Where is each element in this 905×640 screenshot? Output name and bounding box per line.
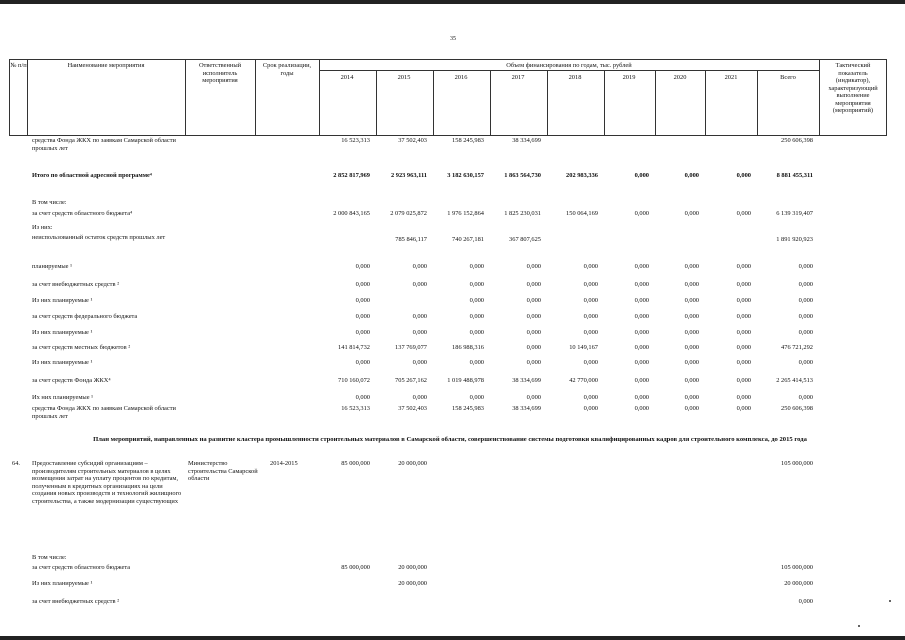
table-cell: 0,000 [412,394,427,401]
table-cell: 0,000 [634,172,649,179]
table-cell: 0,000 [412,263,427,270]
table-cell: 0,000 [798,394,813,401]
table-top-line [9,59,887,60]
row-label: за счет средств областного бюджета⁴ [32,210,133,217]
table-cell: 0,000 [634,377,649,384]
table-cell: 0,000 [684,394,699,401]
table-cell: 20 000,000 [398,580,427,587]
table-cell: 0,000 [583,263,598,270]
table-cell: 0,000 [736,344,751,351]
table-cell: 0,000 [736,263,751,270]
table-cell: 0,000 [736,359,751,366]
table-cell: 0,000 [634,263,649,270]
table-cell: 6 139 319,407 [776,210,813,217]
table-cell: 10 149,167 [569,344,598,351]
table-cell: 0,000 [583,329,598,336]
scan-speck [889,600,891,602]
table-cell: 0,000 [684,405,699,412]
table-cell: 250 606,398 [781,137,813,144]
table-cell: 0,000 [526,394,541,401]
col-line [255,59,256,136]
col-line [319,59,320,136]
header-year: 2019 [622,74,636,81]
table-cell: 16 523,313 [341,405,370,412]
row-label: Из них планируемые ¹ [32,580,93,587]
col-line [886,59,887,136]
row-label: Из них: [32,224,53,231]
table-cell: 0,000 [798,281,813,288]
table-cell: 0,000 [684,359,699,366]
table-cell: 710 160,072 [338,377,370,384]
item-64-number: 64. [12,460,20,467]
row-label: Из них планируемые ¹ [32,329,93,336]
header-year: 2018 [568,74,582,81]
header-bottom-line [9,135,887,136]
table-cell: 0,000 [526,297,541,304]
table-cell: 1 019 488,978 [447,377,484,384]
table-cell: 186 988,316 [452,344,484,351]
table-cell: 37 502,403 [398,405,427,412]
table-cell: 0,000 [634,281,649,288]
table-cell: 0,000 [684,377,699,384]
table-cell: 0,000 [798,313,813,320]
scan-bottom-border [0,636,905,640]
table-cell: 0,000 [684,344,699,351]
row-label: за счет средств местных бюджетов ² [32,344,131,351]
table-cell: 0,000 [736,394,751,401]
table-cell: 0,000 [469,281,484,288]
table-cell: 785 846,117 [395,236,427,243]
table-cell: 0,000 [684,263,699,270]
row-label: средства Фонда ЖКХ по заявкам Самарской области прошлых лет [32,405,176,420]
col-line [757,70,758,136]
header-name: Наименование мероприятия [67,62,145,69]
table-cell: 1 891 920,923 [776,236,813,243]
page-number: 35 [450,36,456,42]
table-cell: 0,000 [355,297,370,304]
table-cell: 0,000 [634,210,649,217]
table-cell: 0,000 [412,281,427,288]
header-year: 2017 [511,74,525,81]
row-label: Из них планируемые ¹ [32,297,93,304]
table-cell: 0,000 [469,313,484,320]
table-cell: 85 000,000 [341,460,370,467]
table-cell: 0,000 [798,263,813,270]
row-label: за счет внебюджетных средств ² [32,281,119,288]
header-year: 2015 [397,74,411,81]
table-cell: 85 000,000 [341,564,370,571]
table-cell: 476 721,292 [781,344,813,351]
table-cell: 141 814,732 [338,344,370,351]
table-cell: 0,000 [355,263,370,270]
table-cell: 0,000 [469,297,484,304]
section-title: План мероприятий, направленных на развитие кластера промышленности строительных материалов в Самарской области, совершенствование системы подготовки квалифицированных кадров для строительного комплекса, до 2015 года [93,436,807,443]
table-cell: 0,000 [684,281,699,288]
col-line [433,70,434,136]
table-cell: 0,000 [583,405,598,412]
table-cell: 42 770,000 [569,377,598,384]
row-label: за счет внебюджетных средств ² [32,598,119,605]
item-64-term: 2014-2015 [270,460,298,467]
scan-speck [858,625,860,627]
table-cell: 0,000 [798,329,813,336]
table-cell: 38 334,699 [512,405,541,412]
table-cell: 0,000 [526,263,541,270]
table-cell: 0,000 [736,313,751,320]
table-cell: 20 000,000 [398,460,427,467]
row-label: за счет средств Фонда ЖКХ⁴ [32,377,111,384]
table-cell: 0,000 [469,394,484,401]
table-cell: 158 245,983 [452,405,484,412]
table-cell: 105 000,000 [781,460,813,467]
table-cell: 0,000 [798,359,813,366]
table-cell: 137 769,077 [395,344,427,351]
table-cell: 0,000 [583,313,598,320]
header-num: № п/п [10,62,27,69]
header-year: 2021 [724,74,738,81]
row-label: неиспользованный остаток средств прошлых лет [32,234,166,241]
table-cell: 0,000 [412,359,427,366]
col-line [490,70,491,136]
table-cell: 1 863 564,730 [504,172,541,179]
table-cell: 0,000 [355,313,370,320]
header-indicator: Тактический показатель (индикатор), характеризующий выполнение мероприятия (мероприятий) [828,62,878,114]
table-cell: 0,000 [798,598,813,605]
table-cell: 0,000 [736,405,751,412]
table-cell: 0,000 [736,210,751,217]
row-label: за счет средств областного бюджета [32,564,131,571]
table-cell: 0,000 [634,344,649,351]
table-cell: 0,000 [736,329,751,336]
table-cell: 1 825 230,031 [504,210,541,217]
table-cell: 0,000 [736,172,751,179]
table-cell: 150 064,169 [566,210,598,217]
table-cell: 0,000 [469,329,484,336]
table-cell: 0,000 [634,313,649,320]
item-64-responsible: Министерство строительства Самарской области [188,460,258,482]
table-cell: 3 182 630,157 [447,172,484,179]
table-cell: 2 852 817,969 [333,172,370,179]
table-cell: 1 976 152,864 [447,210,484,217]
table-cell: 0,000 [412,329,427,336]
header-responsible: Ответственный исполнитель мероприятия [198,62,242,84]
table-cell: 0,000 [583,281,598,288]
table-cell: 0,000 [355,329,370,336]
table-cell: 0,000 [736,281,751,288]
scan-top-border [0,0,905,4]
table-cell: 250 606,398 [781,405,813,412]
table-cell: 0,000 [583,359,598,366]
table-cell: 0,000 [634,359,649,366]
table-cell: 740 267,181 [452,236,484,243]
table-cell: 0,000 [526,281,541,288]
years-header-line [319,70,819,71]
table-cell: 0,000 [583,394,598,401]
table-cell: 0,000 [526,344,541,351]
table-cell: 0,000 [634,405,649,412]
table-cell: 0,000 [526,313,541,320]
table-cell: 38 334,699 [512,137,541,144]
table-cell: 0,000 [355,359,370,366]
header-year: 2014 [340,74,354,81]
header-term: Срок реализации, годы [262,62,312,77]
table-cell: 2 923 963,111 [390,172,427,179]
table-cell: 0,000 [469,359,484,366]
table-cell: 0,000 [469,263,484,270]
col-line [547,70,548,136]
table-cell: 0,000 [634,394,649,401]
table-cell: 0,000 [684,313,699,320]
table-cell: 2 000 843,165 [333,210,370,217]
table-cell: 0,000 [736,377,751,384]
table-cell: 0,000 [634,297,649,304]
table-cell: 8 881 455,311 [776,172,813,179]
col-line [185,59,186,136]
table-cell: 0,000 [798,297,813,304]
row-label: Из них планируемые ¹ [32,359,93,366]
header-year: Всего [780,74,796,81]
table-cell: 16 523,313 [341,137,370,144]
table-cell: 202 983,336 [566,172,598,179]
table-cell: 0,000 [684,210,699,217]
table-cell: 0,000 [355,281,370,288]
table-cell: 37 502,403 [398,137,427,144]
table-cell: 158 245,983 [452,137,484,144]
row-label: Их них планируемые ¹ [32,394,94,401]
item-64-name: Предоставление субсидий организациям – производителям строительных материалов в целях возмещения затрат на уплату процентов по кредитам, полученным в кредитных организациях на цели создания новых производств и технологий жилищного строительства, а также модернизации существующих [32,460,182,505]
row-label: В том числе: [32,554,67,561]
col-line [819,59,820,136]
table-cell: 105 000,000 [781,564,813,571]
col-line [376,70,377,136]
table-cell: 0,000 [634,329,649,336]
table-cell: 0,000 [583,297,598,304]
header-year: 2016 [454,74,468,81]
col-line [9,59,10,136]
header-year: 2020 [673,74,687,81]
table-cell: 38 334,699 [512,377,541,384]
table-cell: 0,000 [684,329,699,336]
table-cell: 0,000 [355,394,370,401]
row-label: за счет средств федерального бюджета [32,313,138,320]
table-cell: 0,000 [684,172,699,179]
table-cell: 0,000 [684,297,699,304]
row-label: Итого по областной адресной программе⁴ [32,172,152,179]
header-funding: Объем финансирования по годам, тыс. рублей [506,62,632,69]
table-cell: 367 807,625 [509,236,541,243]
row-label: В том числе: [32,199,67,206]
table-cell: 20 000,000 [784,580,813,587]
table-cell: 0,000 [526,359,541,366]
row-label: средства Фонда ЖКХ по заявкам Самарской области прошлых лет [32,137,176,152]
col-line [27,59,28,136]
table-cell: 0,000 [736,297,751,304]
table-cell: 0,000 [526,329,541,336]
table-cell: 20 000,000 [398,564,427,571]
table-cell: 0,000 [412,313,427,320]
table-cell: 705 267,162 [395,377,427,384]
row-label: планируемые ¹ [32,263,73,270]
table-cell: 2 079 025,872 [390,210,427,217]
table-cell: 2 265 414,513 [776,377,813,384]
